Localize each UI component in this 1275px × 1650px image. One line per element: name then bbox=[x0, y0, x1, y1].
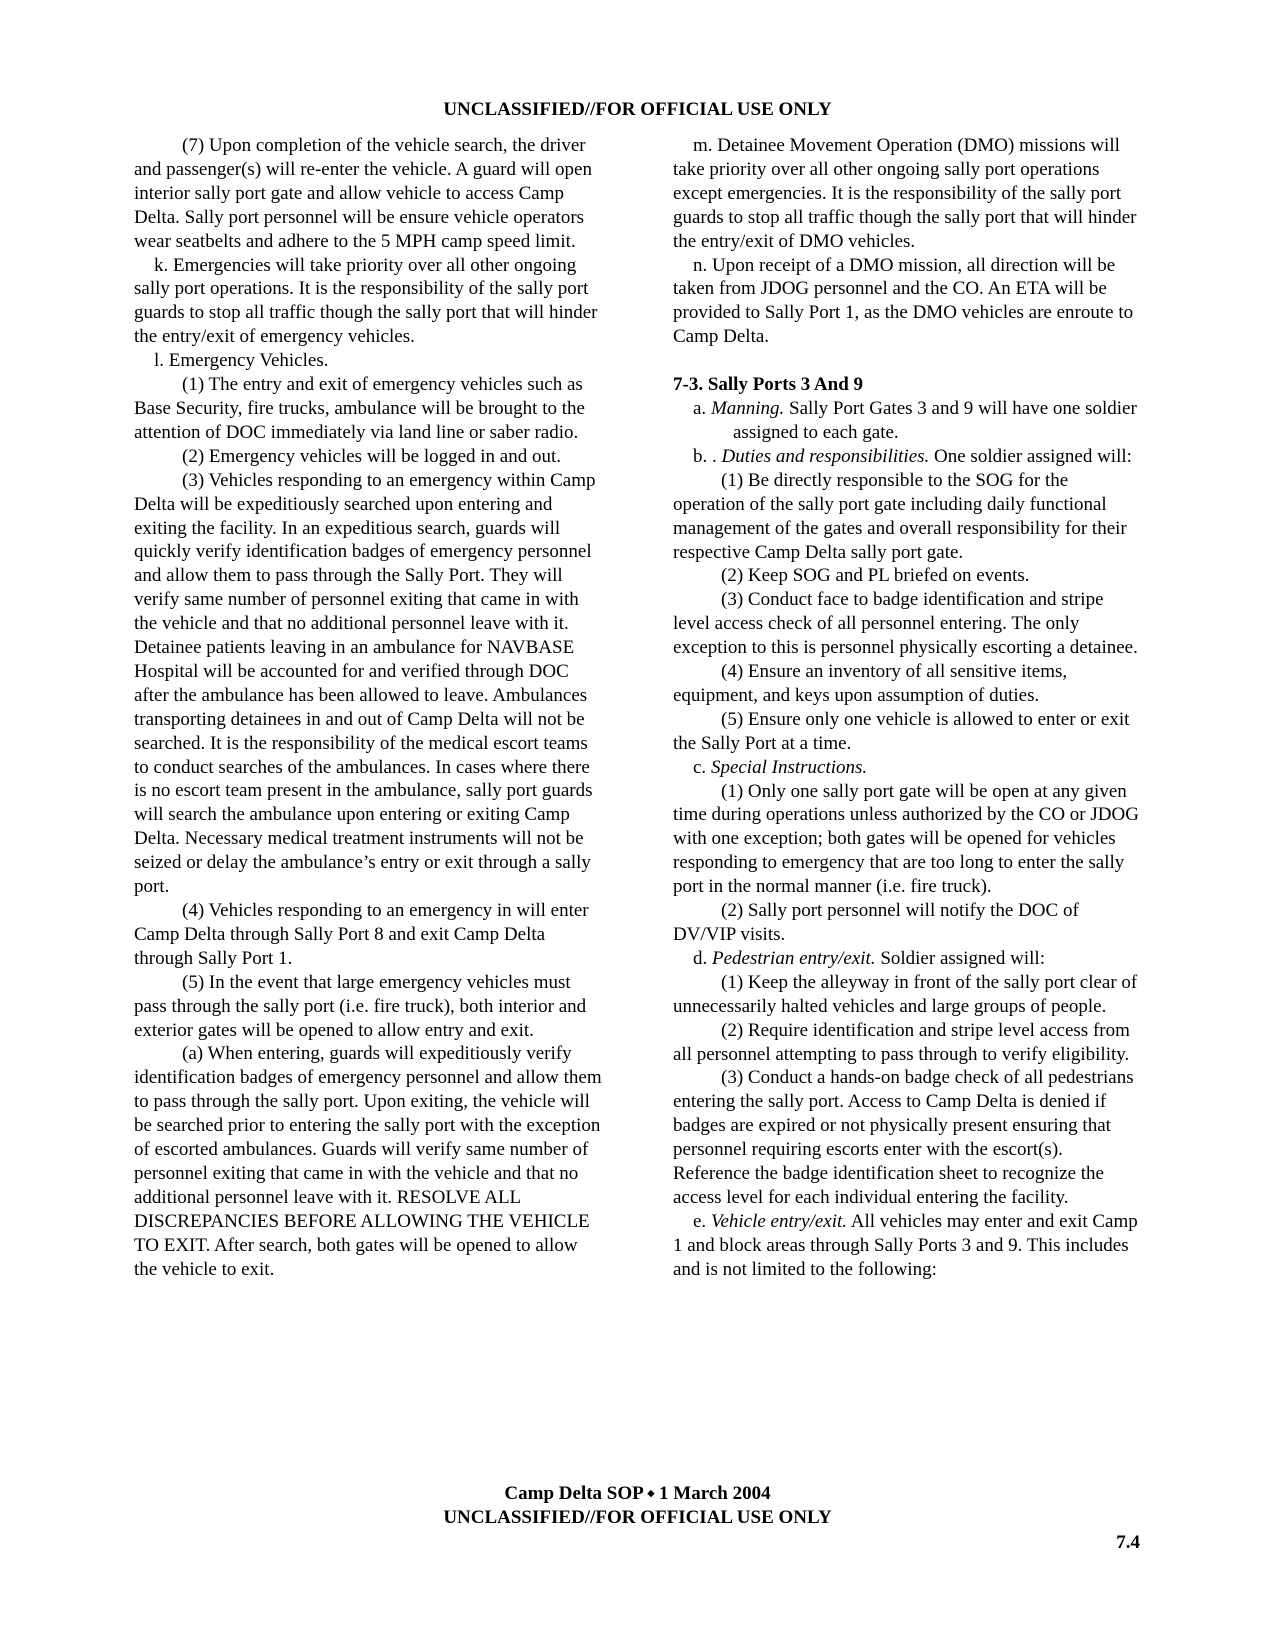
paragraph: (a) When entering, guards will expeditiously verify identification badges of emergency personnel and allow them to pass through the sally port. Upon exiting, the vehicle will be searched prior to entering the sally port with the exception of escorted ambulances. Guards will verify same number of personnel exiting that came in with the vehicle and that no additional personnel leave with it. RESOLVE ALL DISCREPANCIES BEFORE ALLOWING THE VEHICLE TO EXIT. After search, both gates will be opened to allow the vehicle to exit. bbox=[134, 1043, 602, 1280]
paragraph: (1) Only one sally port gate will be open at any given time during operations unless authorized by the CO or JDOG with one exception; both gates will be opened for vehicles responding to emergency that are too long to enter the sally port in the normal manner (i.e. fire truck). bbox=[673, 780, 1139, 898]
item-prefix: b. . bbox=[693, 445, 722, 467]
item-label: Vehicle entry/exit. bbox=[710, 1210, 848, 1232]
item-text: Sally Port Gates 3 and 9 will have one soldier assigned to each gate. bbox=[733, 398, 1137, 443]
paragraph: m. Detainee Movement Operation (DMO) missions will take priority over all other ongoing sally port operations except emergencies. It is the responsibility of the sally port guards to stop all traffic though the sally port that will hinder the entry/exit of DMO vehicles. bbox=[673, 135, 1137, 252]
paragraph: (4) Vehicles responding to an emergency in will enter Camp Delta through Sally Port 8 and exit Camp Delta through Sally Port 1. bbox=[134, 900, 589, 969]
footer bbox=[0, 1482, 1275, 1530]
footer-title: Camp Delta SOP ⬩ 1 March 2004 bbox=[504, 1483, 771, 1504]
list-item bbox=[673, 445, 1141, 469]
list-item bbox=[673, 947, 1141, 971]
item-text: All vehicles may enter and exit Camp 1 and block areas through Sally Ports 3 and 9. This includes and is not limited to the following: bbox=[673, 1210, 1138, 1280]
paragraph: (2) Sally port personnel will notify the DOC of DV/VIP visits. bbox=[673, 900, 1079, 945]
paragraph: (3) Conduct face to badge identification and stripe level access check of all personnel entering. The only exception to this is personnel physically escorting a detainee. bbox=[673, 589, 1138, 659]
footer-classification: UNCLASSIFIED//FOR OFFICIAL USE ONLY bbox=[443, 1507, 832, 1528]
paragraph: (2) Keep SOG and PL briefed on events. bbox=[721, 565, 1030, 587]
item-prefix: a. bbox=[693, 398, 711, 420]
paragraph: k. Emergencies will take priority over all other ongoing sally port operations. It is the responsibility of the sally port guards to stop all traffic though the sally port that will hinder the entry/exit of emergency vehicles. bbox=[134, 254, 598, 348]
left-column bbox=[134, 134, 602, 1282]
item-prefix: e. bbox=[693, 1210, 711, 1232]
paragraph: (2) Emergency vehicles will be logged in and out. bbox=[182, 445, 562, 467]
paragraph: (7) Upon completion of the vehicle search, the driver and passenger(s) will re-enter the vehicle. A guard will open interior sally port gate and allow vehicle to access Camp Delta. Sally port personnel will be ensure vehicle operators wear seatbelts and adhere to the 5 MPH camp speed limit. bbox=[134, 135, 592, 252]
paragraph: (3) Vehicles responding to an emergency within Camp Delta will be expeditiously searched upon entering and exiting the facility. In an expeditious search, guards will quickly verify identification badges of emergency personnel and allow them to pass through the Sally Port. They will verify same number of personnel exiting that came in with the vehicle and that no additional personnel leave with it. Detainee patients leaving in an ambulance for NAVBASE Hospital will be accounted for and verified through DOC after the ambulance has been allowed to leave. Ambulances transporting detainees in and out of Camp Delta will not be searched. It is the responsibility of the medical escort teams to conduct searches of the ambulances. In cases where there is no escort team present in the ambulance, sally port guards will search the ambulance upon entering or exiting Camp Delta. Necessary medical treatment instruments will not be seized or delay the ambulance’s entry or exit through a sally port. bbox=[134, 469, 596, 898]
list-item bbox=[673, 756, 1141, 780]
item-label: Special Instructions. bbox=[710, 756, 868, 778]
item-label: Pedestrian entry/exit. bbox=[712, 947, 876, 969]
paragraph: (2) Require identification and stripe level access from all personnel attempting to pass through to verify eligibility. bbox=[673, 1019, 1130, 1065]
item-prefix: d. bbox=[693, 947, 712, 969]
paragraph: n. Upon receipt of a DMO mission, all direction will be taken from JDOG personnel and the CO. An ETA will be provided to Sally Port 1, as the DMO vehicles are enroute to Camp Delta. bbox=[673, 254, 1134, 348]
list-item bbox=[673, 397, 1141, 445]
item-text: One soldier assigned will: bbox=[929, 445, 1132, 467]
paragraph: (1) Keep the alleyway in front of the sally port clear of unnecessarily halted vehicles and large groups of people. bbox=[673, 971, 1138, 1017]
item-label: Duties and responsibilities. bbox=[721, 445, 930, 467]
right-column bbox=[673, 134, 1141, 1282]
item-text: Soldier assigned will: bbox=[875, 947, 1045, 969]
page-number: 7.4 bbox=[1116, 1532, 1140, 1553]
paragraph: (1) Be directly responsible to the SOG for the operation of the sally port gate including daily functional management of the gates and overall responsibility for their respective Camp Delta sally port gate. bbox=[673, 469, 1127, 563]
paragraph: (1) The entry and exit of emergency vehicles such as Base Security, fire trucks, ambulance will be brought to the attention of DOC immediately via land line or saber radio. bbox=[134, 374, 585, 443]
paragraph: (5) Ensure only one vehicle is allowed to enter or exit the Sally Port at a time. bbox=[673, 708, 1130, 754]
paragraph: (3) Conduct a hands-on badge check of all pedestrians entering the sally port. Access to Camp Delta is denied if badges are expired or not physically present ensuring that personnel requiring escorts enter with the escort(s). Reference the badge identification sheet to recognize the access level for each individual entering the facility. bbox=[673, 1067, 1134, 1208]
list-item bbox=[673, 1210, 1141, 1282]
paragraph: (4) Ensure an inventory of all sensitive items, equipment, and keys upon assumption of duties. bbox=[673, 661, 1068, 706]
section-heading: 7-3. Sally Ports 3 And 9 bbox=[673, 374, 864, 396]
item-prefix: c. bbox=[693, 756, 711, 778]
paragraph: (5) In the event that large emergency vehicles must pass through the sally port (i.e. fire truck), both interior and exterior gates will be opened to allow entry and exit. bbox=[134, 971, 587, 1041]
header-classification: UNCLASSIFIED//FOR OFFICIAL USE ONLY bbox=[443, 99, 832, 120]
paragraph: l. Emergency Vehicles. bbox=[154, 350, 329, 372]
item-label: Manning. bbox=[710, 398, 785, 420]
